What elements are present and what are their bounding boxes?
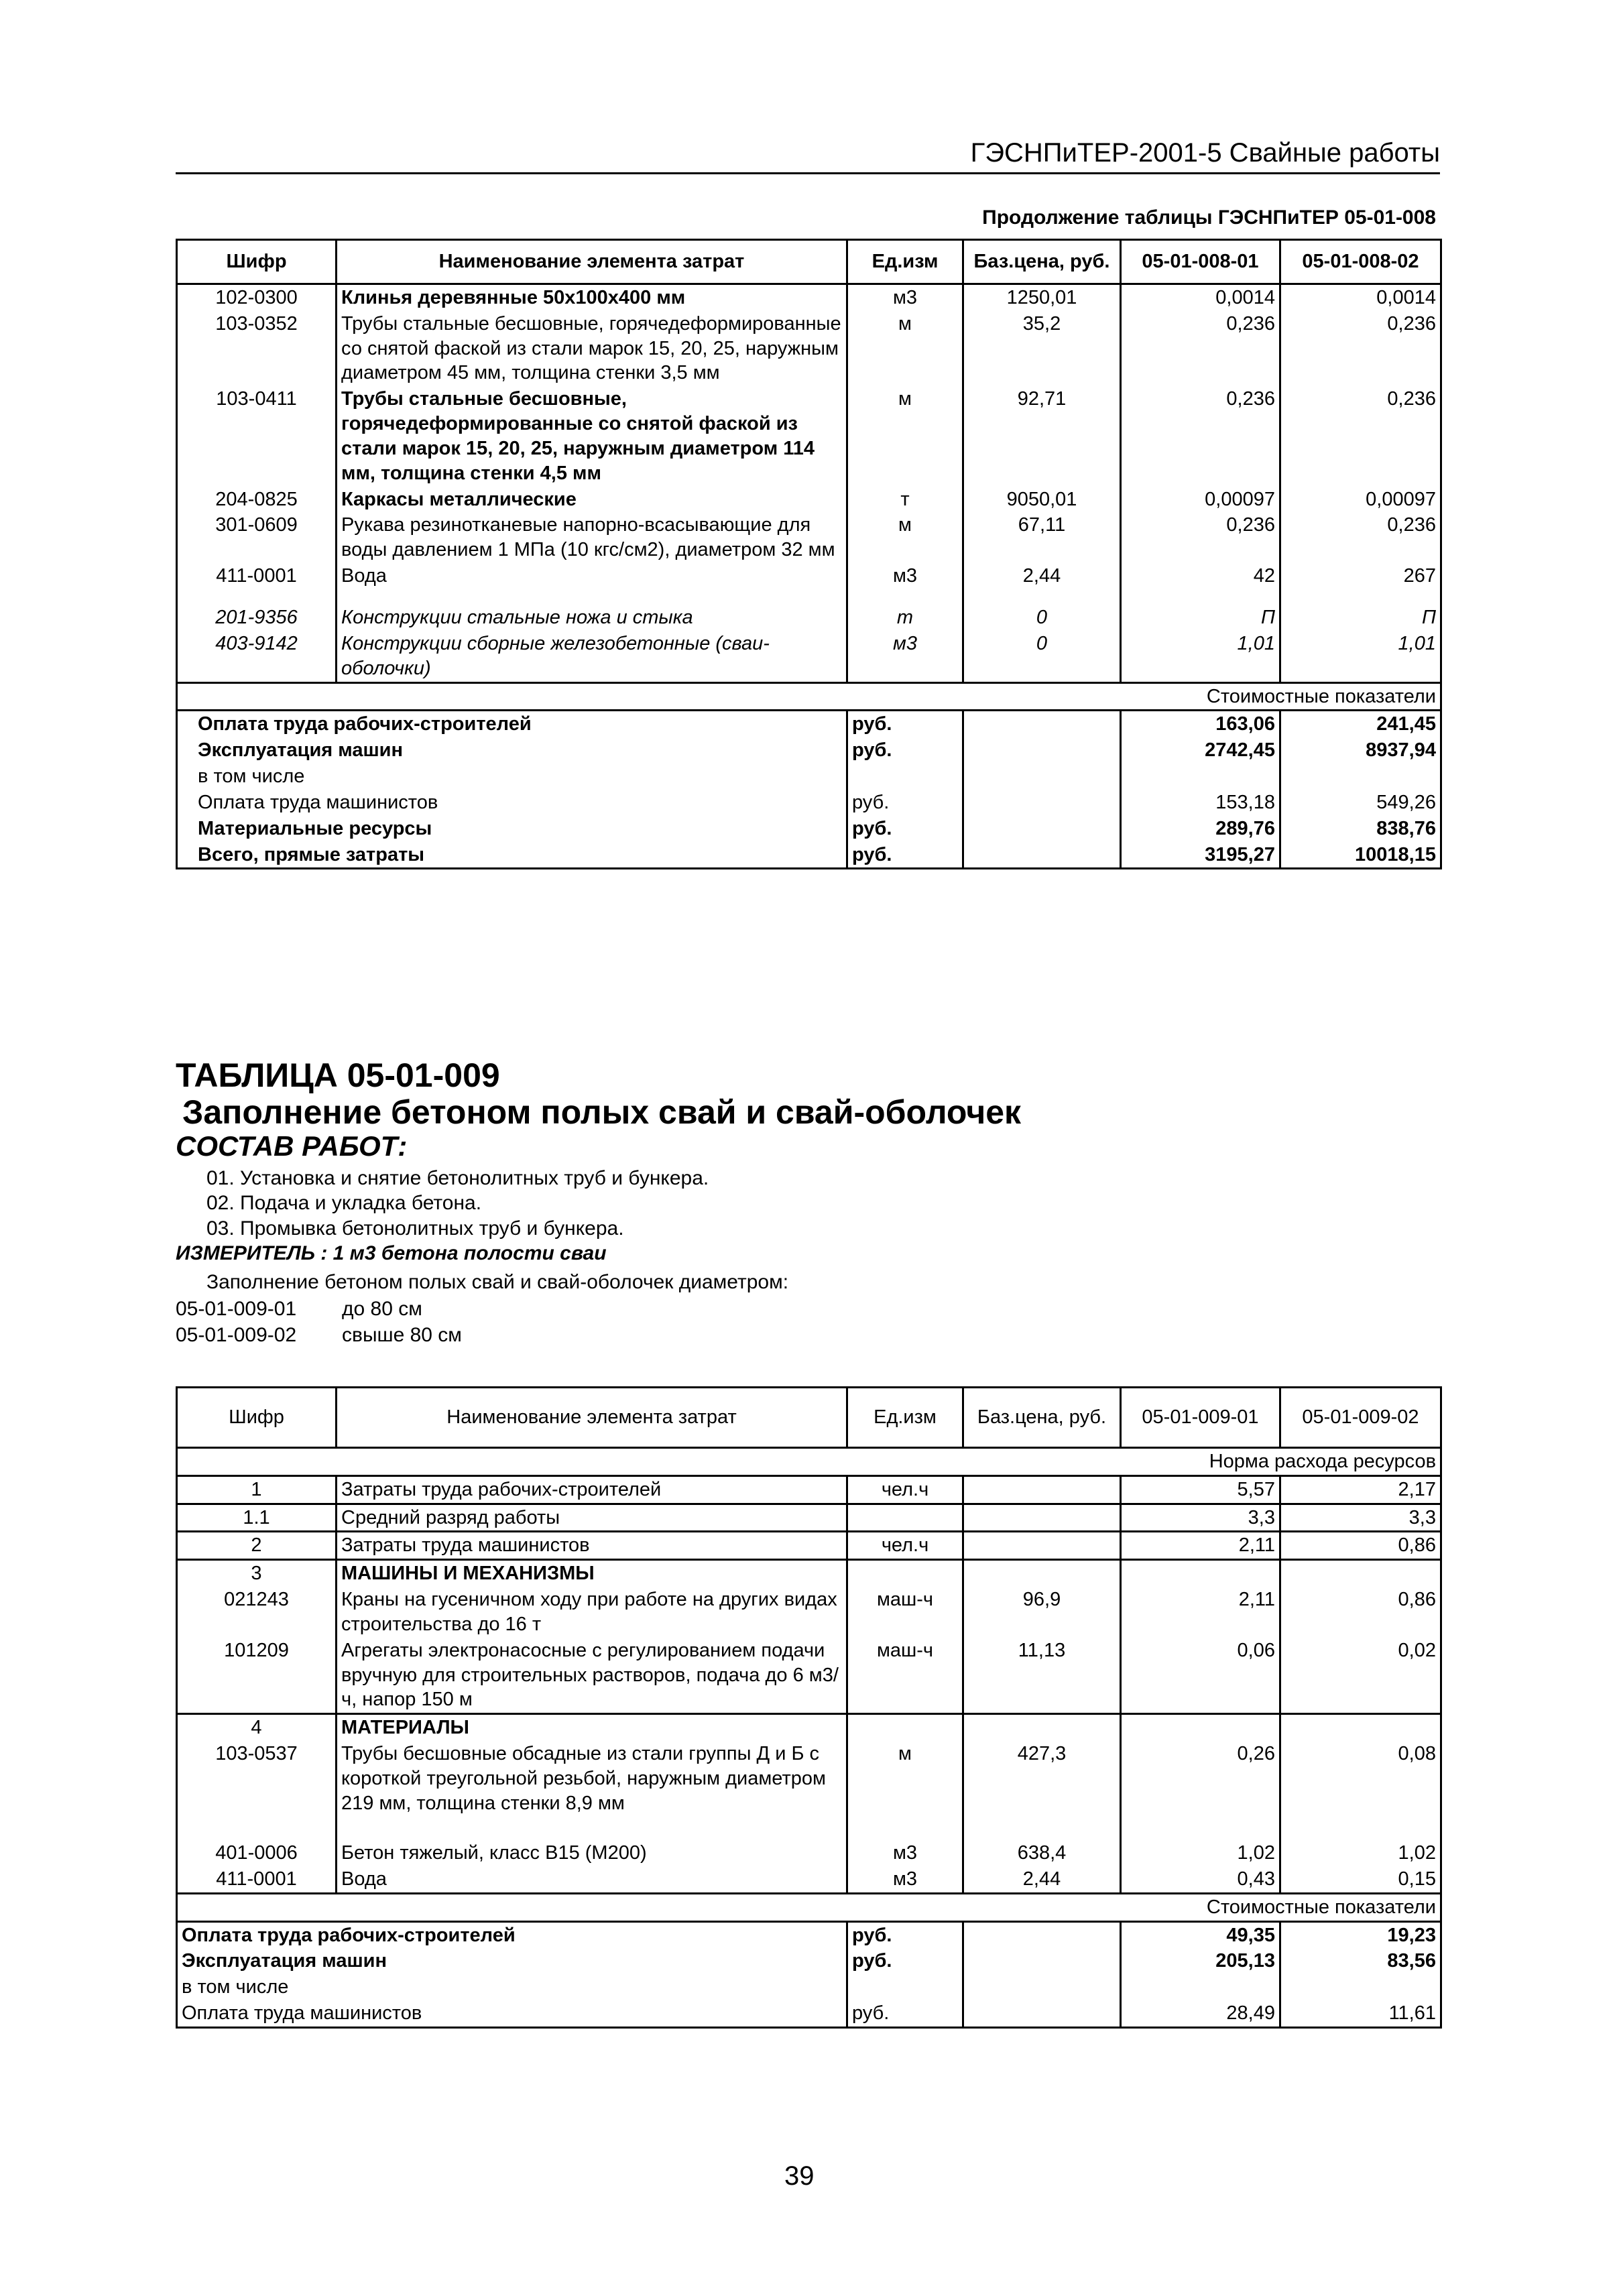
col-header-price: Баз.цена, руб. [963,1388,1121,1448]
table-row: 411-0001 Вода м3 2,44 42 267 [177,563,1441,605]
table-row: 301-0609 Рукава резинотканевые напорно-всасывающие для воды давлением 1 МПа (10 кгс/см2), диаметром 32 мм м 67,11 0,236 0,236 [177,512,1441,563]
table-row: 103-0537 Трубы бесшовные обсадные из стали группы Д и Б с короткой треугольной резьбой, наружным диаметром 219 мм, толщина стенки 8,9 мм м 427,3 0,26 0,08 [177,1741,1441,1840]
col-header-unit: Ед.изм [847,240,963,284]
variants-intro: Заполнение бетоном полых свай и свай-оболочек диаметром: [206,1271,789,1293]
running-header: ГЭСНПиТЕР-2001-5 Свайные работы [176,138,1440,174]
table-05-01-009 [176,1386,1442,2029]
table-row: 1 Затраты труда рабочих-строителей чел.ч 5,57 2,17 [177,1475,1441,1504]
col-header-name: Наименование элемента затрат [337,240,847,284]
cost-row: Оплата труда машинистов руб. 153,18 549,26 [177,790,1441,816]
col-header-code: Шифр [177,1388,337,1448]
cost-row: Оплата труда рабочих-строителей руб. 163,06 241,45 [177,711,1441,737]
table-row: 411-0001 Вода м3 2,44 0,43 0,15 [177,1866,1441,1893]
cost-row: Оплата труда машинистов руб. 28,49 11,61 [177,2000,1441,2027]
work-item: 03. Промывка бетонолитных труб и бункера. [206,1217,624,1240]
col-header-price: Баз.цена, руб. [963,240,1121,284]
cost-row: Всего, прямые затраты руб. 3195,27 10018,15 [177,842,1441,869]
cost-row: в том числе [177,1974,1441,2000]
table-row: 4 МАТЕРИАЛЫ [177,1714,1441,1741]
page-number: 39 [784,2161,815,2191]
col-header-v1: 05-01-009-01 [1121,1388,1280,1448]
continuation-caption: Продолжение таблицы ГЭСНПиТЕР 05-01-008 [982,206,1436,229]
col-header-v2: 05-01-009-02 [1280,1388,1441,1448]
cost-row: Материальные ресурсы руб. 289,76 838,76 [177,816,1441,842]
cost-section-label: Стоимостные показатели [177,1893,1441,1921]
col-header-code: Шифр [177,240,337,284]
table-row: 3 МАШИНЫ И МЕХАНИЗМЫ [177,1560,1441,1587]
table-row: 103-0411 Трубы стальные бесшовные, горячедеформированные со снятой фаской из стали марок 15, 20, 25, наружным диаметром 114 мм, толщина стенки 4,5 мм м 92,71 0,236 0,236 [177,386,1441,486]
work-item: 02. Подача и укладка бетона. [206,1192,482,1214]
measure-unit: ИЗМЕРИТЕЛЬ : 1 м3 бетона полости сваи [176,1242,607,1264]
cost-section-row [177,1893,1441,1921]
variant-desc: до 80 см [342,1298,422,1320]
cost-section-row [177,682,1441,711]
work-item: 01. Установка и снятие бетонолитных труб и бункера. [206,1167,709,1189]
norm-section-row [177,1448,1441,1476]
col-header-name: Наименование элемента затрат [337,1388,847,1448]
cost-section-label: Стоимостные показатели [177,682,1441,711]
table-row: 2 Затраты труда машинистов чел.ч 2,11 0,86 [177,1532,1441,1560]
norm-section-label: Норма расхода ресурсов [177,1448,1441,1476]
table-row: 204-0825 Каркасы металлические т 9050,01 0,00097 0,00097 [177,487,1441,513]
table-title: ТАБЛИЦА 05-01-009 [176,1056,500,1094]
works-title: СОСТАВ РАБОТ: [176,1130,408,1162]
variant-code: 05-01-009-02 [176,1324,297,1346]
table-row: 403-9142 Конструкции сборные железобетонные (сваи-оболочки) м3 0 1,01 1,01 [177,631,1441,682]
cost-row: Эксплуатация машин руб. 205,13 83,56 [177,1948,1441,1974]
table-row: 201-9356 Конструкции стальные ножа и стыка т 0 П П [177,605,1441,631]
table-row: 1.1 Средний разряд работы 3,3 3,3 [177,1504,1441,1532]
table-row: 021243 Краны на гусеничном ходу при работе на других видах строительства до 16 т маш-ч 96,9 2,11 0,86 [177,1587,1441,1638]
variant-desc: свыше 80 см [342,1324,462,1346]
table-row: 401-0006 Бетон тяжелый, класс B15 (M200) м3 638,4 1,02 1,02 [177,1840,1441,1866]
table-05-01-008 [176,239,1442,869]
cost-row: Оплата труда рабочих-строителей руб. 49,35 19,23 [177,1921,1441,1948]
table-row: 101209 Агрегаты электронасосные с регулированием подачи вручную для строительных растворов, подача до 6 м3/ч, напор 150 м маш-ч 11,13 0,06 0,02 [177,1638,1441,1714]
col-header-unit: Ед.изм [847,1388,963,1448]
col-header-v2: 05-01-008-02 [1280,240,1441,284]
table-row: 103-0352 Трубы стальные бесшовные, горячедеформированные со снятой фаской из стали марок 15, 20, 25, наружным диаметром 45 мм, толщина стенки 3,5 мм м 35,2 0,236 0,236 [177,311,1441,386]
cost-row: в том числе [177,764,1441,790]
col-header-v1: 05-01-008-01 [1121,240,1280,284]
variant-code: 05-01-009-01 [176,1298,297,1320]
table-subtitle: Заполнение бетоном полых свай и свай-оболочек [182,1093,1022,1131]
table-row: 102-0300 Клинья деревянные 50х100х400 мм м3 1250,01 0,0014 0,0014 [177,284,1441,311]
cost-row: Эксплуатация машин руб. 2742,45 8937,94 [177,737,1441,764]
